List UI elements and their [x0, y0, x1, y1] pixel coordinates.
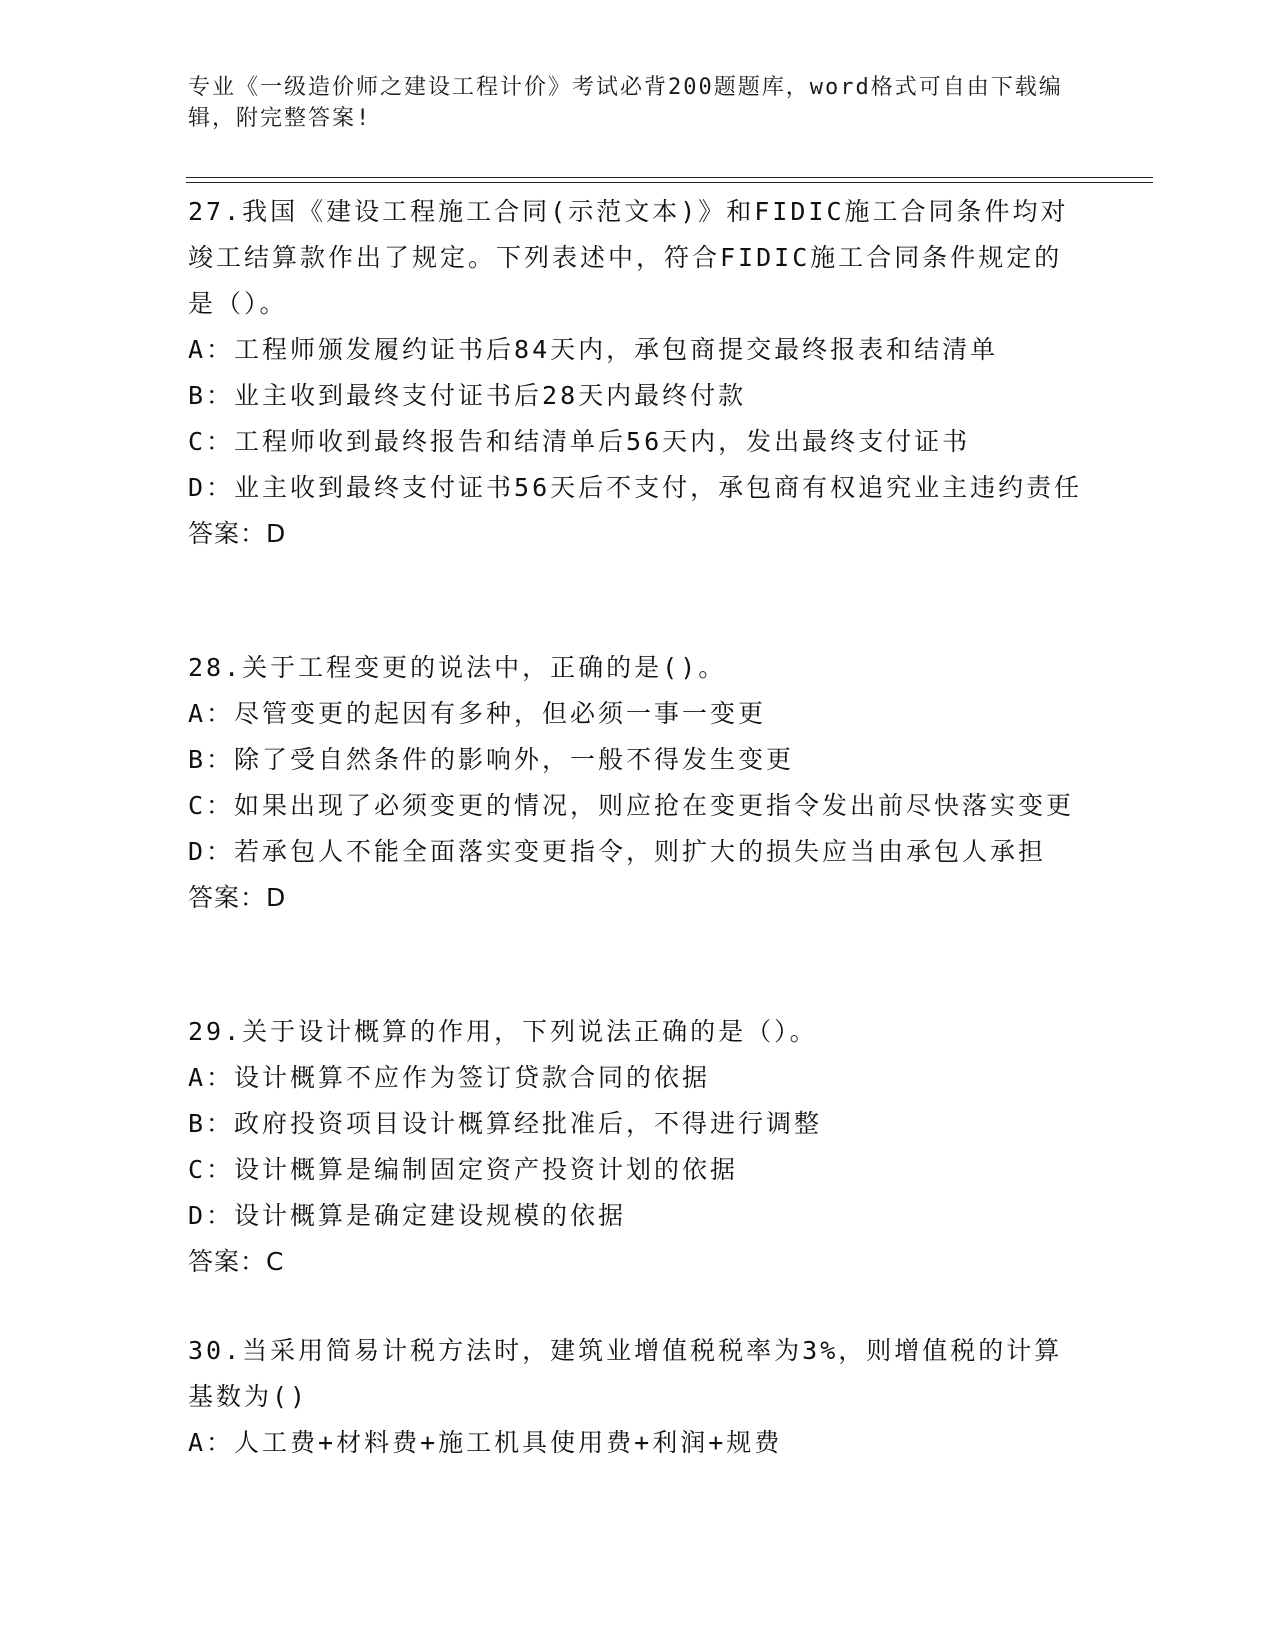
question-29: [188, 1009, 1088, 1285]
answer: 答案：D: [188, 519, 287, 548]
option-b: B：除了受自然条件的影响外，一般不得发生变更: [188, 745, 795, 774]
option-c: C：如果出现了必须变更的情况，则应抢在变更指令发出前尽快落实变更: [188, 791, 1075, 820]
answer: 答案：C: [188, 1247, 285, 1276]
option-b: B：政府投资项目设计概算经批准后，不得进行调整: [188, 1109, 823, 1138]
answer: 答案：D: [188, 883, 287, 912]
option-d: D：若承包人不能全面落实变更指令，则扩大的损失应当由承包人承担: [188, 837, 1047, 866]
option-c: C：工程师收到最终报告和结清单后56天内，发出最终支付证书: [188, 427, 971, 456]
option-a: A：尽管变更的起因有多种，但必须一事一变更: [188, 699, 767, 728]
question-30: [188, 1328, 1088, 1466]
option-a: A：工程师颁发履约证书后84天内，承包商提交最终报表和结清单: [188, 335, 999, 364]
question-stem: 29.关于设计概算的作用，下列说法正确的是（）。: [188, 1017, 818, 1046]
question-stem: 30.当采用简易计税方法时，建筑业增值税税率为3%，则增值税的计算基数为(): [188, 1336, 1063, 1411]
question-28: [188, 645, 1088, 921]
option-d: D：设计概算是确定建设规模的依据: [188, 1201, 627, 1230]
option-c: C：设计概算是编制固定资产投资计划的依据: [188, 1155, 739, 1184]
header-divider-bottom: [186, 182, 1153, 183]
question-stem: 27.我国《建设工程施工合同(示范文本)》和FIDIC施工合同条件均对竣工结算款作出了规定。下列表述中，符合FIDIC施工合同条件规定的是（）。: [188, 197, 1069, 318]
option-b: B：业主收到最终支付证书后28天内最终付款: [188, 381, 747, 410]
question-stem: 28.关于工程变更的说法中，正确的是()。: [188, 653, 727, 682]
option-d: D：业主收到最终支付证书56天后不支付，承包商有权追究业主违约责任: [188, 473, 1083, 502]
option-a: A：设计概算不应作为签订贷款合同的依据: [188, 1063, 711, 1092]
header-divider-top: [186, 177, 1153, 178]
option-a: A：人工费+材料费+施工机具使用费+利润+规费: [188, 1428, 783, 1457]
document-header: 专业《一级造价师之建设工程计价》考试必背200题题库，word格式可自由下载编辑，附完整答案!: [188, 75, 1063, 131]
question-27: [188, 189, 1088, 557]
